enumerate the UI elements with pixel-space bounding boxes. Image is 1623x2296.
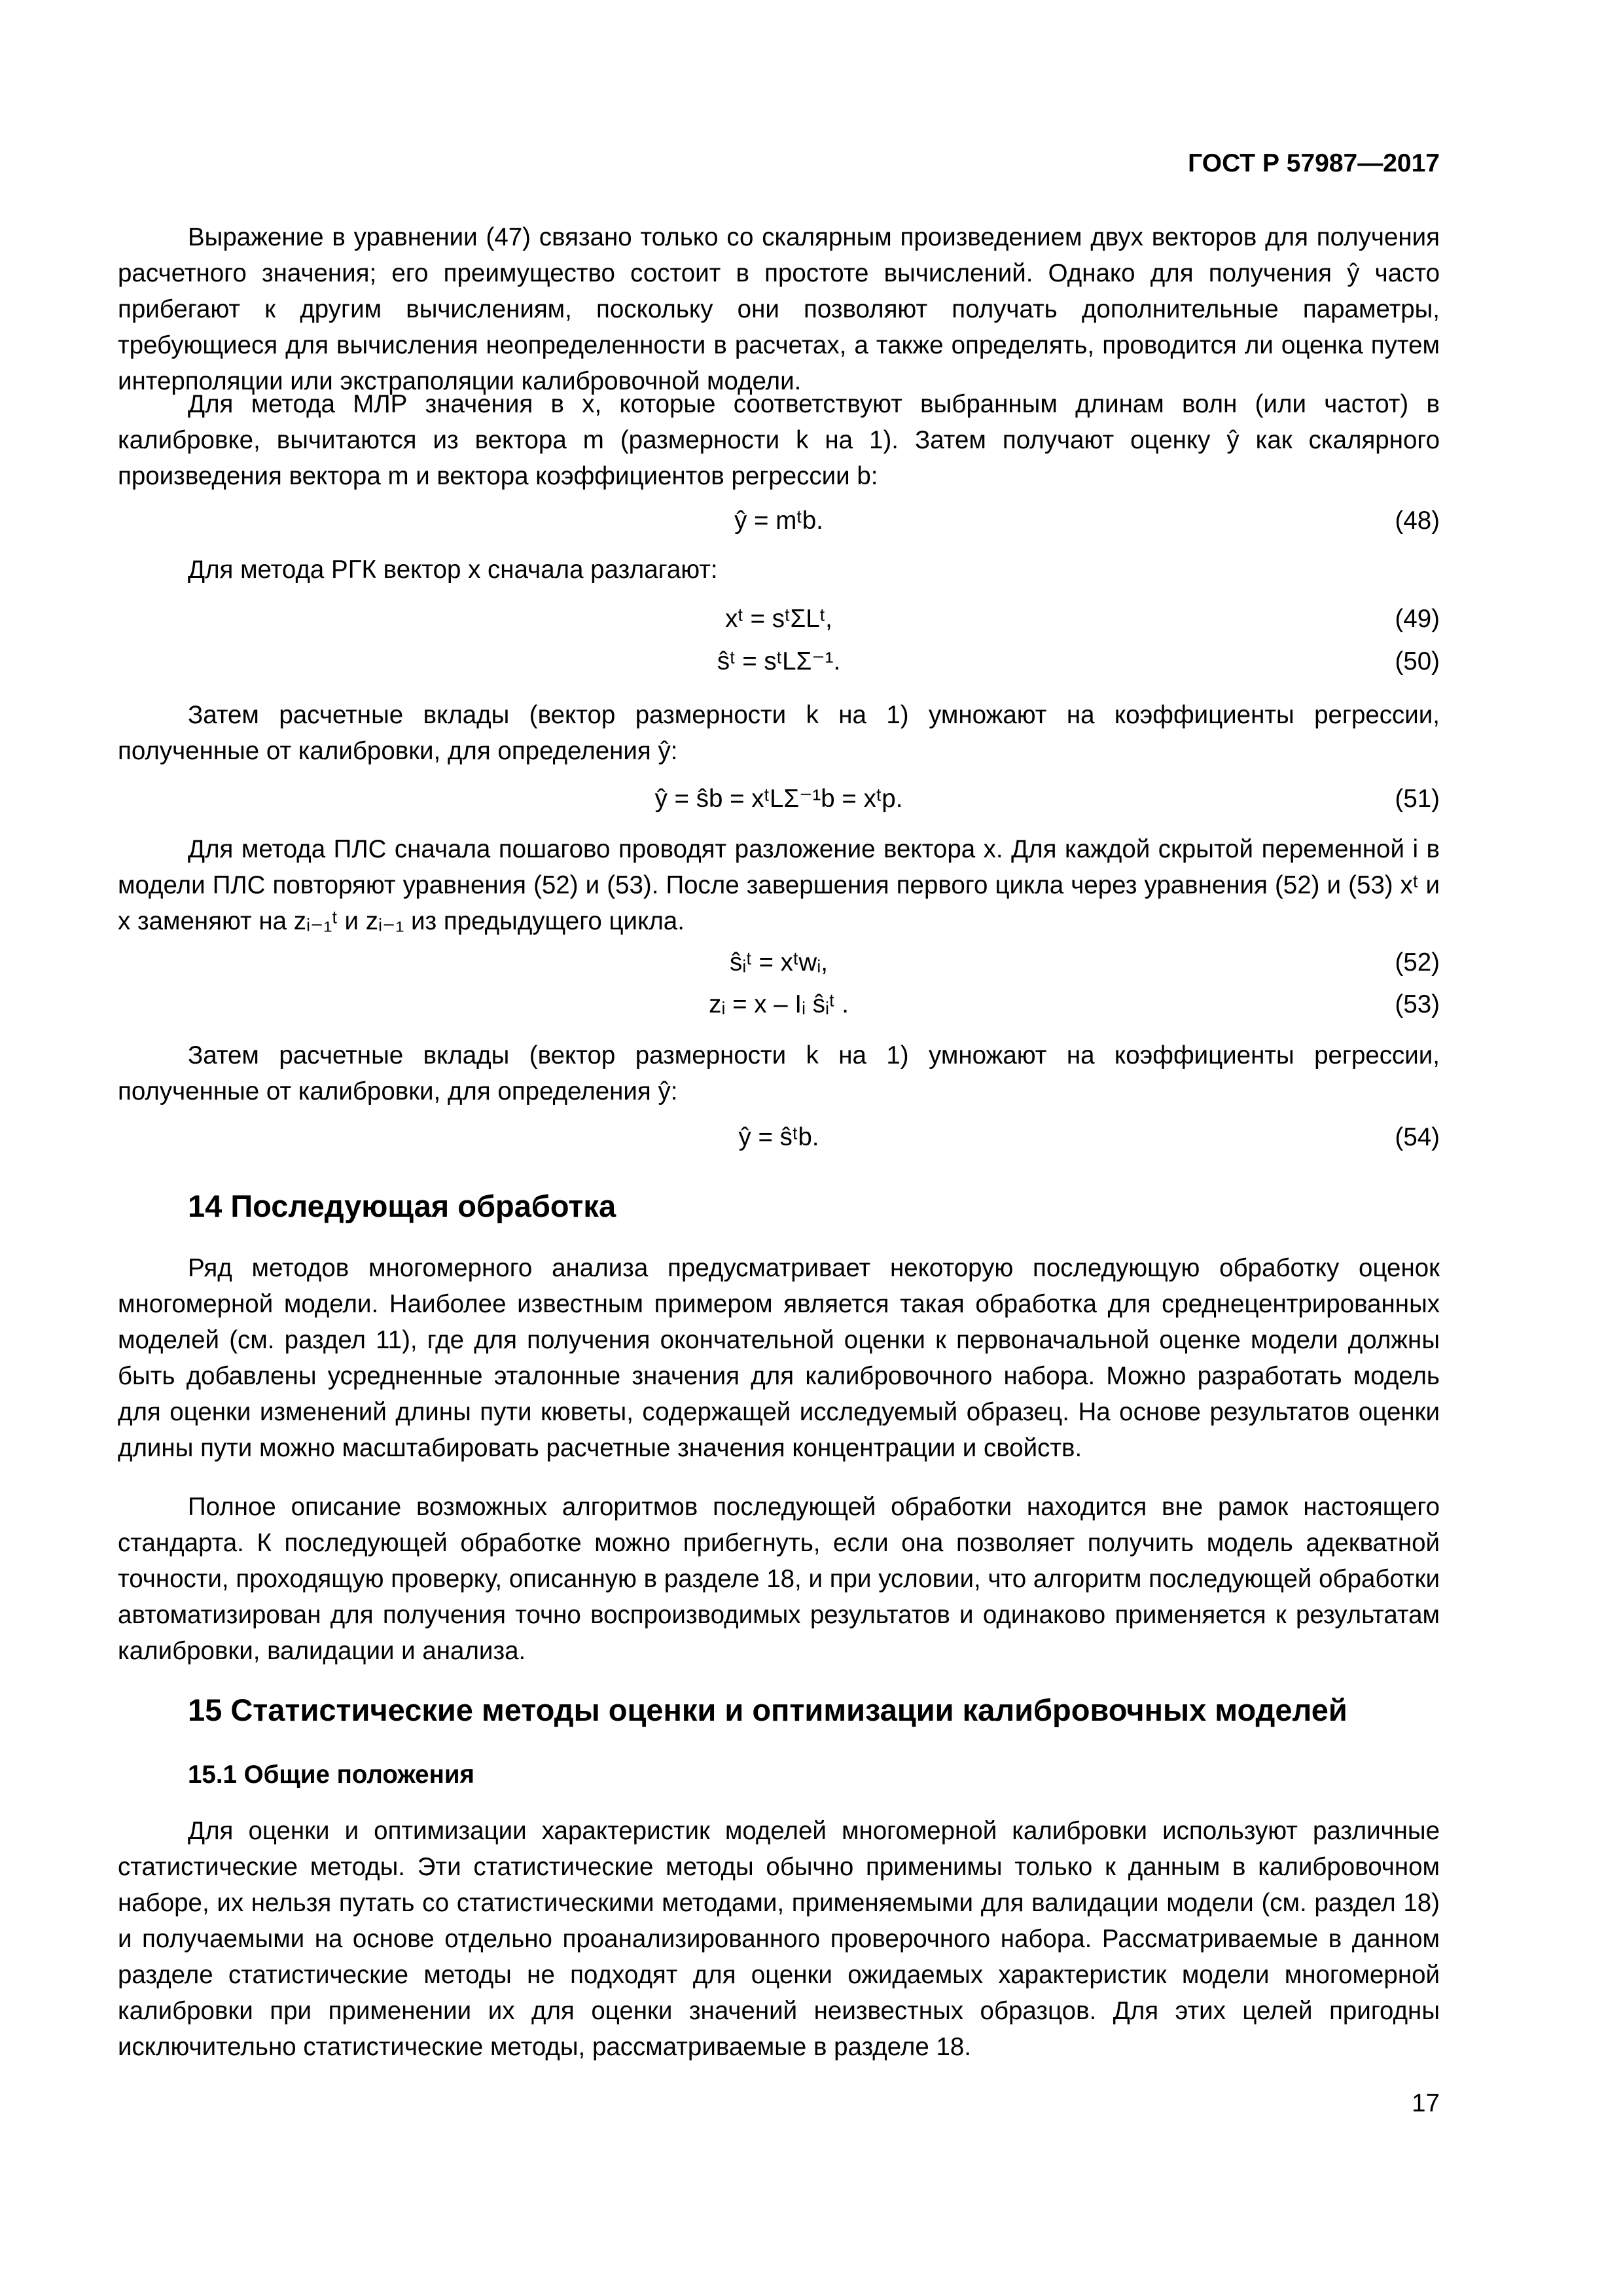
equation-50 [118, 643, 1440, 679]
section-heading-14: 14 Последующая обработка [188, 1189, 616, 1223]
equation-number: (52) [1395, 948, 1440, 977]
paragraph: Затем расчетные вклады (вектор размерности k на 1) умножают на коэффициенты регрессии, полученные от калибровки, для определения ŷ: [118, 701, 1440, 765]
paragraph: Для метода ПЛС сначала пошагово проводят разложение вектора x. Для каждой скрытой переменной i в модели ПЛС повторяют уравнения (52) и (53). После завершения первого цикла через уравнения (52) и (53) xᵗ и x заменяют на zᵢ₋₁ᵗ и zᵢ₋₁ из предыдущего цикла. [118, 835, 1440, 935]
equation-formula: xᵗ = sᵗΣLᵗ, [725, 605, 832, 633]
document-page [118, 0, 1440, 2296]
equation-formula: zᵢ = x – Iᵢ ŝᵢᵗ . [709, 990, 849, 1018]
equation-formula: ŷ = ŝb = xᵗLΣ⁻¹b = xᵗp. [654, 785, 903, 813]
equation-number: (50) [1395, 647, 1440, 675]
section-heading-15: 15 Статистические методы оценки и оптимизации калибровочных моделей [188, 1693, 1347, 1727]
equation-53 [118, 986, 1440, 1022]
equation-49 [118, 601, 1440, 637]
paragraph: Для метода РГК вектор x сначала разлагают: [188, 556, 718, 584]
equation-formula: ŷ = mᵗb. [734, 507, 823, 535]
equation-54 [118, 1119, 1440, 1155]
equation-number: (48) [1395, 507, 1440, 535]
equation-51 [118, 781, 1440, 817]
paragraph: Полное описание возможных алгоритмов последующей обработки находится вне рамок настоящего стандарта. К последующей обработке можно прибегнуть, если она позволяет получить модель адекватной точности, проходящую проверку, описанную в разделе 18, и при условии, что алгоритм последующей обработки автоматизирован для получения точно воспроизводимых результатов и одинаково применяется к результатам калибровки, валидации и анализа. [118, 1493, 1440, 1665]
paragraph: Выражение в уравнении (47) связано только со скалярным произведением двух векторов для получения расчетного значения; его преимущество состоит в простоте вычислений. Однако для получения ŷ часто прибегают к другим вычислениям, поскольку они позволяют получать дополнительные параметры, требующиеся для вычисления неопределенности в расчетах, а также определять, проводится ли оценка путем интерполяции или экстраполяции калибровочной модели. [118, 223, 1440, 395]
paragraph: Для оценки и оптимизации характеристик моделей многомерной калибровки используют различные статистические методы. Эти статистические методы обычно применимы только к данным в калибровочном наборе, их нельзя путать со статистическими методами, применяемыми для валидации модели (см. раздел 18) и получаемыми на основе отдельно проанализированного проверочного набора. Рассматриваемые в данном разделе статистические методы не подходят для оценки ожидаемых характеристик модели многомерной калибровки при применении их для оценки значений неизвестных образцов. Для этих целей пригодны исключительно статистические методы, рассматриваемые в разделе 18. [118, 1817, 1440, 2061]
equation-number: (49) [1395, 605, 1440, 633]
equation-formula: ŝᵢᵗ = xᵗwᵢ, [730, 948, 828, 977]
page-number: 17 [1412, 2089, 1440, 2117]
equation-number: (51) [1395, 785, 1440, 813]
subsection-heading-15-1: 15.1 Общие положения [188, 1761, 474, 1789]
paragraph: Для метода МЛР значения в x, которые соответствуют выбранным длинам волн (или частот) в калибровке, вычитаются из вектора m (размерности k на 1). Затем получают оценку ŷ как скалярного произведения вектора m и вектора коэффициентов регрессии b: [118, 390, 1440, 490]
paragraph: Затем расчетные вклады (вектор размерности k на 1) умножают на коэффициенты регрессии, полученные от калибровки, для определения ŷ: [118, 1041, 1440, 1105]
document-code-header: ГОСТ Р 57987—2017 [1188, 149, 1440, 177]
equation-number: (54) [1395, 1123, 1440, 1151]
equation-48 [118, 503, 1440, 539]
equation-52 [118, 944, 1440, 980]
paragraph: Ряд методов многомерного анализа предусматривает некоторую последующую обработку оценок многомерной модели. Наиболее известным примером является такая обработка для среднецентрированных моделей (см. раздел 11), где для получения окончательной оценки к первоначальной оценке модели должны быть добавлены усредненные эталонные значения для калибровочного набора. Можно разработать модель для оценки изменений длины пути кюветы, содержащей исследуемый образец. На основе результатов оценки длины пути можно масштабировать расчетные значения концентрации и свойств. [118, 1254, 1440, 1462]
equation-formula: ŝᵗ = sᵗLΣ⁻¹. [717, 647, 841, 675]
equation-number: (53) [1395, 990, 1440, 1018]
equation-formula: ŷ = ŝᵗb. [738, 1123, 819, 1151]
